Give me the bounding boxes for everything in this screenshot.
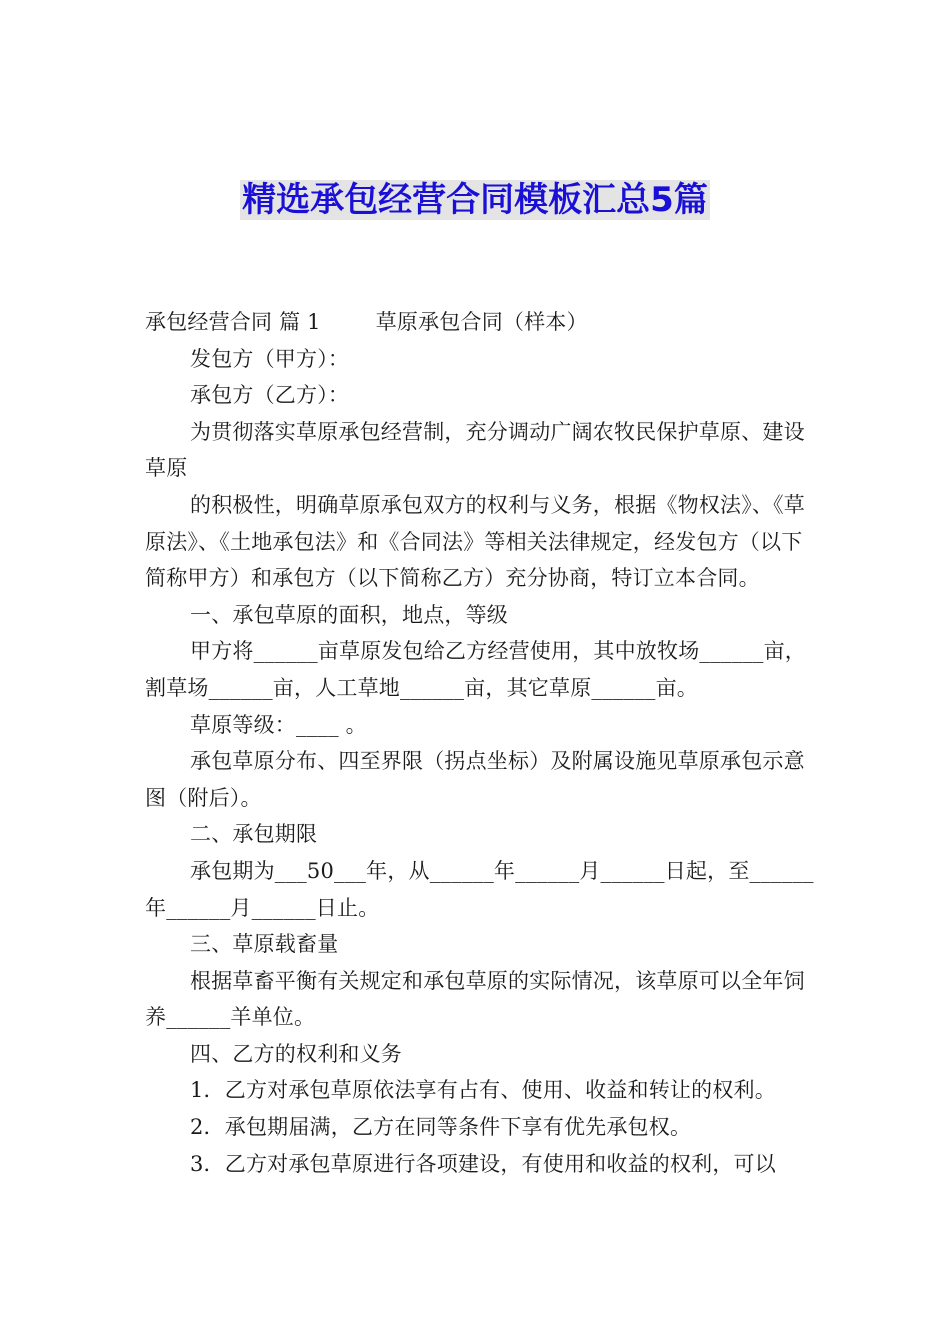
paragraph: 承包期为___50___年，从______年______月______日起，至______年______月______日止。 — [145, 858, 814, 920]
list-item: 2．承包期届满，乙方在同等条件下享有优先承包权。 — [190, 1115, 692, 1140]
paragraph: 承包草原分布、四至界限（拐点坐标）及附属设施见草原承包示意图（附后）。 — [145, 749, 805, 810]
clause-heading: 一、承包草原的面积，地点，等级 — [190, 602, 508, 627]
party-b-line: 承包方（乙方）： — [190, 383, 350, 408]
clause-heading: 三、草原载畜量 — [190, 932, 339, 957]
paragraph: 甲方将______亩草原发包给乙方经营使用，其中放牧场______亩，割草场______亩，人工草地______亩，其它草原______亩。 — [145, 639, 806, 700]
clause-heading: 二、承包期限 — [190, 822, 318, 847]
paragraph: 根据草畜平衡有关规定和承包草原的实际情况，该草原可以全年饲养______羊单位。 — [145, 968, 805, 1030]
document-title-text: 精选承包经营合同模板汇总5篇 — [242, 180, 708, 220]
document-body — [145, 304, 817, 1182]
paragraph: 为贯彻落实草原承包经营制，充分调动广阔农牧民保护草原、建设草原 — [145, 419, 805, 481]
party-a-line: 发包方（甲方）： — [190, 346, 350, 371]
paragraph: 的积极性，明确草原承包双方的权利与义务，根据《物权法》、《草原法》、《土地承包法》和《合同法》等相关法律规定，经发包方（以下简称甲方）和承包方（以下简称乙方）充分协商，特订立本合同。 — [145, 492, 805, 591]
paragraph: 草原等级：____ 。 — [190, 712, 367, 737]
clause-heading: 四、乙方的权利和义务 — [190, 1041, 402, 1066]
list-item: 3．乙方对承包草原进行各项建设，有使用和收益的权利，可以 — [190, 1151, 776, 1176]
section-heading: 承包经营合同 篇 1 草原承包合同（样本） — [145, 310, 588, 334]
document-title — [0, 176, 950, 224]
list-item: 1．乙方对承包草原依法享有占有、使用、收益和转让的权利。 — [190, 1078, 776, 1103]
